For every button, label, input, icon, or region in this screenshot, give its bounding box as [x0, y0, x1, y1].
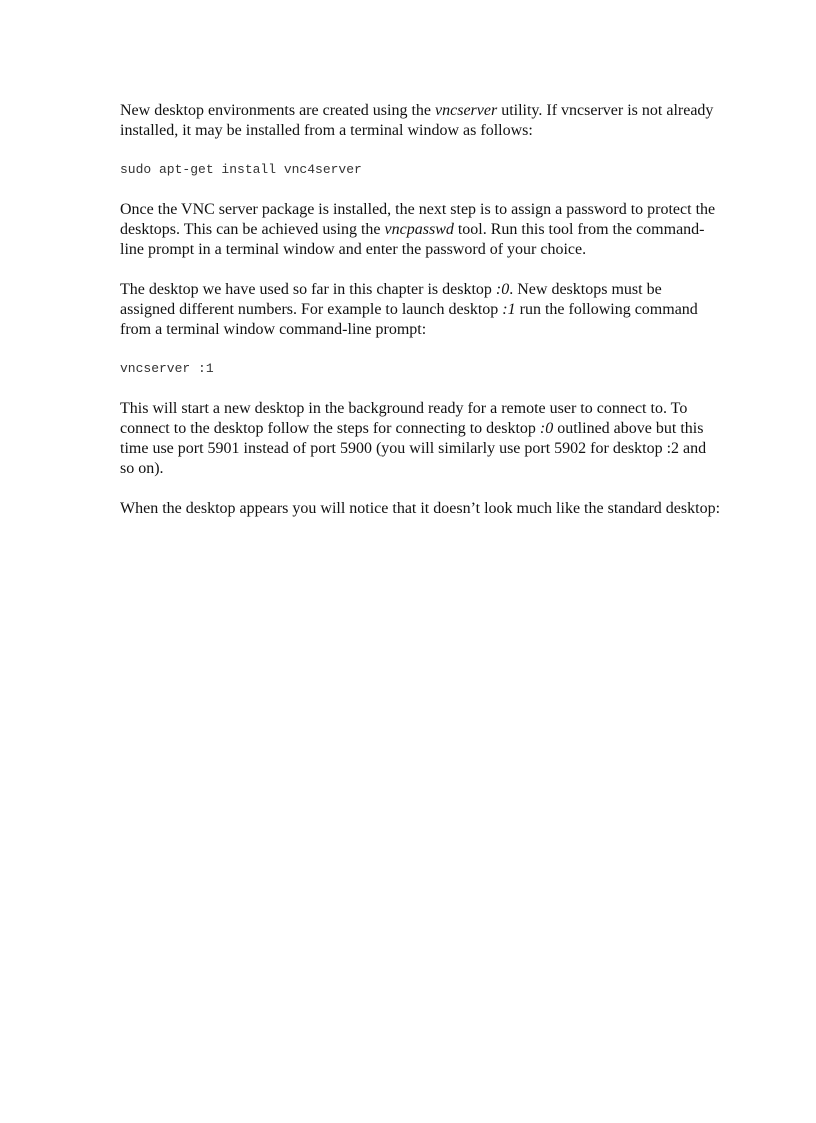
code-install-command: sudo apt-get install vnc4server: [120, 162, 362, 177]
text-segment: run the following command from a terminal window command-line prompt:: [120, 301, 698, 338]
text-segment: utility. If vncserver is not already installed, it may be installed from a terminal window as follows:: [120, 102, 714, 139]
text-segment: This will start a new desktop in the background ready for a remote user to connect to. To connect to the desktop follow the steps for connecting to desktop: [120, 400, 688, 437]
paragraph-connect-port: [120, 399, 720, 479]
text-segment: New desktop environments are created using the: [120, 102, 436, 119]
italic-term-desktop-0: :0: [539, 420, 554, 437]
paragraph-desktop-numbers: [120, 280, 720, 340]
text-segment: Once the VNC server package is installed, the next step is to assign a password to protect the desktops. This can be achieved using the: [120, 201, 716, 238]
text-segment: When the desktop appears you will notice that it doesn’t look much like the standard desktop:: [120, 500, 721, 517]
italic-term-vncpasswd: vncpasswd: [384, 221, 454, 238]
text-segment: The desktop we have used so far in this chapter is desktop: [120, 281, 496, 298]
text-segment: . New desktops must be assigned different numbers. For example to launch desktop: [120, 281, 662, 318]
paragraph-desktop-appearance: [120, 499, 720, 519]
document-page: [120, 101, 720, 539]
italic-term-vncserver: vncserver: [435, 102, 498, 119]
italic-term-desktop-0: :0: [495, 281, 510, 298]
code-vncserver-command: vncserver :1: [120, 361, 214, 376]
italic-term-desktop-1: :1: [502, 301, 516, 318]
text-segment: outlined above but this time use port 5901 instead of port 5900 (you will similarly use port 5902 for desktop :2 and so on).: [120, 420, 707, 477]
paragraph-vncpasswd: [120, 200, 720, 260]
paragraph-vncserver-intro: [120, 101, 720, 141]
text-segment: tool. Run this tool from the command-line prompt in a terminal window and enter the password of your choice.: [120, 221, 705, 258]
